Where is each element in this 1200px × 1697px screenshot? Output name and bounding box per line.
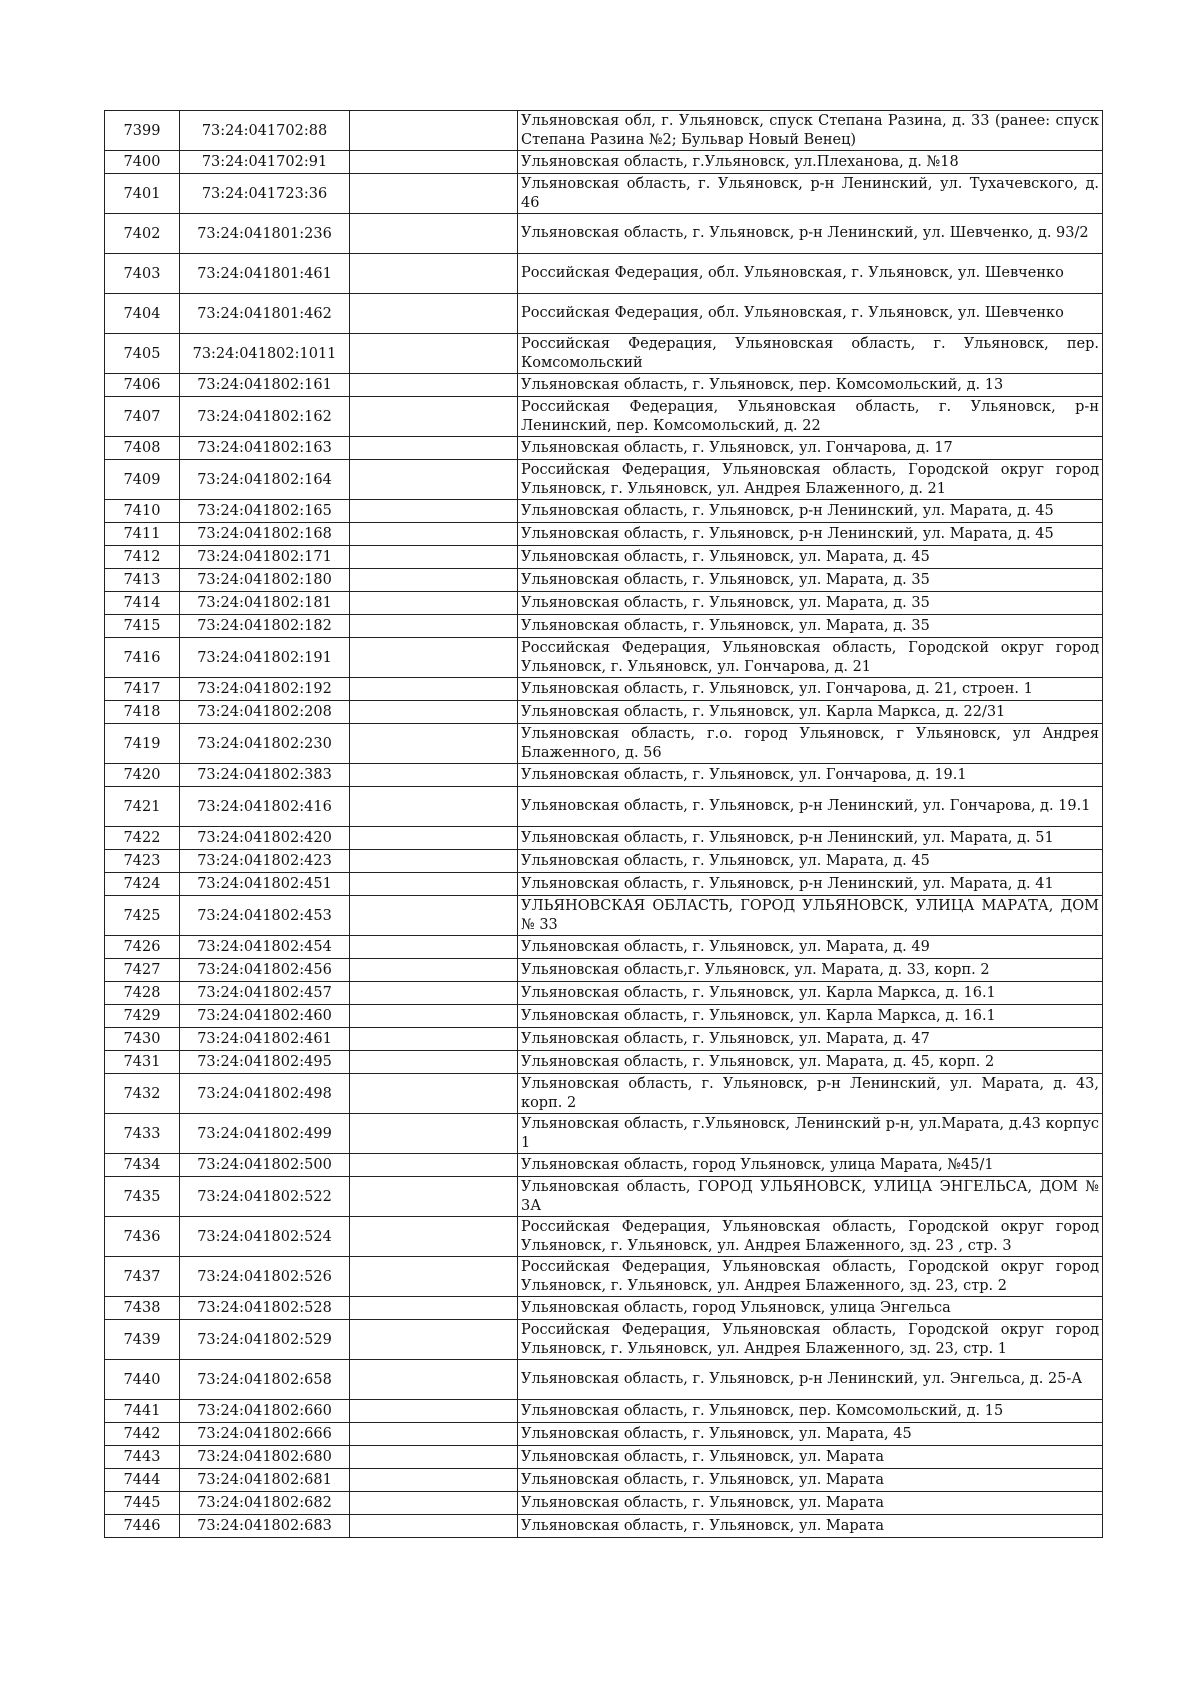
- table-row: [105, 982, 1103, 1005]
- empty-cell: [350, 151, 518, 174]
- address-cell: Ульяновская область, г. Ульяновск, р-н Ленинский, ул. Марата, д. 45: [518, 523, 1103, 546]
- address-cell: Ульяновская область, г. Ульяновск, ул. Марата, д. 35: [518, 569, 1103, 592]
- empty-cell: [350, 437, 518, 460]
- row-number-cell: 7422: [105, 827, 180, 850]
- table-row: [105, 1492, 1103, 1515]
- address-cell: Ульяновская область, г. Ульяновск, ул. Марата, д. 47: [518, 1028, 1103, 1051]
- empty-cell: [350, 334, 518, 374]
- empty-cell: [350, 174, 518, 214]
- row-number-cell: 7425: [105, 896, 180, 936]
- address-cell: Ульяновская область, г. Ульяновск, ул. Марата, д. 35: [518, 592, 1103, 615]
- address-cell: Ульяновская область, г. Ульяновск, р-н Ленинский, ул. Энгельса, д. 25-А: [518, 1360, 1103, 1400]
- empty-cell: [350, 615, 518, 638]
- row-number-cell: 7433: [105, 1114, 180, 1154]
- row-number-cell: 7404: [105, 294, 180, 334]
- address-cell: Ульяновская область, г.о. город Ульяновск, г Ульяновск, ул Андрея Блаженного, д. 56: [518, 724, 1103, 764]
- empty-cell: [350, 1400, 518, 1423]
- cadastral-number-cell: 73:24:041702:88: [180, 111, 350, 151]
- cadastral-number-cell: 73:24:041802:230: [180, 724, 350, 764]
- address-cell: Ульяновская область, г. Ульяновск, ул. Гончарова, д. 19.1: [518, 764, 1103, 787]
- row-number-cell: 7413: [105, 569, 180, 592]
- table-row: [105, 787, 1103, 827]
- row-number-cell: 7431: [105, 1051, 180, 1074]
- cadastral-number-cell: 73:24:041801:462: [180, 294, 350, 334]
- address-cell: Российская Федерация, Ульяновская область, г. Ульяновск, пер. Комсомольский: [518, 334, 1103, 374]
- empty-cell: [350, 1114, 518, 1154]
- table-row: [105, 1400, 1103, 1423]
- address-cell: Ульяновская область, г. Ульяновск, ул. Марата: [518, 1469, 1103, 1492]
- table-row: [105, 1320, 1103, 1360]
- row-number-cell: 7443: [105, 1446, 180, 1469]
- empty-cell: [350, 638, 518, 678]
- table-row: [105, 111, 1103, 151]
- row-number-cell: 7420: [105, 764, 180, 787]
- cadastral-number-cell: 73:24:041801:461: [180, 254, 350, 294]
- table-row: [105, 1469, 1103, 1492]
- cadastral-number-cell: 73:24:041802:681: [180, 1469, 350, 1492]
- address-cell: Ульяновская область,г. Ульяновск, ул. Марата, д. 33, корп. 2: [518, 959, 1103, 982]
- address-cell: Ульяновская область, г. Ульяновск, пер. Комсомольский, д. 13: [518, 374, 1103, 397]
- table-row: [105, 1028, 1103, 1051]
- row-number-cell: 7418: [105, 701, 180, 724]
- address-cell: Ульяновская область, г. Ульяновск, р-н Ленинский, ул. Гончарова, д. 19.1: [518, 787, 1103, 827]
- row-number-cell: 7444: [105, 1469, 180, 1492]
- cadastral-number-cell: 73:24:041802:165: [180, 500, 350, 523]
- cadastral-number-cell: 73:24:041723:36: [180, 174, 350, 214]
- table-row: [105, 615, 1103, 638]
- table-row: [105, 1446, 1103, 1469]
- address-cell: Российская Федерация, Ульяновская область, Городской округ город Ульяновск, г. Ульяновск, ул. Андрея Блаженного, д. 21: [518, 460, 1103, 500]
- cadastral-number-cell: 73:24:041802:682: [180, 1492, 350, 1515]
- row-number-cell: 7428: [105, 982, 180, 1005]
- address-cell: Ульяновская область, г. Ульяновск, ул. Карла Маркса, д. 16.1: [518, 1005, 1103, 1028]
- registry-table-body: [105, 111, 1103, 1538]
- cadastral-number-cell: 73:24:041802:500: [180, 1154, 350, 1177]
- empty-cell: [350, 500, 518, 523]
- address-cell: Ульяновская область, г.Ульяновск, Ленинский р-н, ул.Марата, д.43 корпус 1: [518, 1114, 1103, 1154]
- cadastral-number-cell: 73:24:041802:1011: [180, 334, 350, 374]
- address-cell: Ульяновская обл, г. Ульяновск, спуск Степана Разина, д. 33 (ранее: спуск Степана Разина №2; Бульвар Новый Венец): [518, 111, 1103, 151]
- address-cell: Ульяновская область, г. Ульяновск, р-н Ленинский, ул. Марата, д. 45: [518, 500, 1103, 523]
- row-number-cell: 7410: [105, 500, 180, 523]
- empty-cell: [350, 1217, 518, 1257]
- cadastral-number-cell: 73:24:041802:495: [180, 1051, 350, 1074]
- cadastral-number-cell: 73:24:041802:680: [180, 1446, 350, 1469]
- row-number-cell: 7429: [105, 1005, 180, 1028]
- address-cell: Ульяновская область, город Ульяновск, улица Марата, №45/1: [518, 1154, 1103, 1177]
- table-row: [105, 569, 1103, 592]
- table-row: [105, 500, 1103, 523]
- row-number-cell: 7421: [105, 787, 180, 827]
- empty-cell: [350, 787, 518, 827]
- row-number-cell: 7434: [105, 1154, 180, 1177]
- cadastral-number-cell: 73:24:041802:524: [180, 1217, 350, 1257]
- address-cell: Российская Федерация, обл. Ульяновская, г. Ульяновск, ул. Шевченко: [518, 254, 1103, 294]
- row-number-cell: 7407: [105, 397, 180, 437]
- row-number-cell: 7417: [105, 678, 180, 701]
- row-number-cell: 7405: [105, 334, 180, 374]
- empty-cell: [350, 873, 518, 896]
- address-cell: Российская Федерация, Ульяновская область, г. Ульяновск, р-н Ленинский, пер. Комсомольский, д. 22: [518, 397, 1103, 437]
- table-row: [105, 896, 1103, 936]
- cadastral-number-cell: 73:24:041702:91: [180, 151, 350, 174]
- address-cell: Ульяновская область, г. Ульяновск, ул. Марата: [518, 1515, 1103, 1538]
- row-number-cell: 7402: [105, 214, 180, 254]
- cadastral-number-cell: 73:24:041802:528: [180, 1297, 350, 1320]
- cadastral-number-cell: 73:24:041802:164: [180, 460, 350, 500]
- empty-cell: [350, 111, 518, 151]
- cadastral-number-cell: 73:24:041802:420: [180, 827, 350, 850]
- address-cell: Ульяновская область, г. Ульяновск, ул. Марата, д. 49: [518, 936, 1103, 959]
- cadastral-number-cell: 73:24:041802:423: [180, 850, 350, 873]
- cadastral-number-cell: 73:24:041801:236: [180, 214, 350, 254]
- address-cell: Российская Федерация, Ульяновская область, Городской округ город Ульяновск, г. Ульяновск, ул. Андрея Блаженного, зд. 23 , стр. 3: [518, 1217, 1103, 1257]
- address-cell: Ульяновская область, г. Ульяновск, ул. Марата, д. 45: [518, 850, 1103, 873]
- table-row: [105, 678, 1103, 701]
- row-number-cell: 7442: [105, 1423, 180, 1446]
- address-cell: Ульяновская область, г. Ульяновск, ул. Марата, д. 45, корп. 2: [518, 1051, 1103, 1074]
- empty-cell: [350, 896, 518, 936]
- row-number-cell: 7438: [105, 1297, 180, 1320]
- empty-cell: [350, 1469, 518, 1492]
- row-number-cell: 7430: [105, 1028, 180, 1051]
- empty-cell: [350, 724, 518, 764]
- row-number-cell: 7423: [105, 850, 180, 873]
- empty-cell: [350, 460, 518, 500]
- address-cell: Ульяновская область, г. Ульяновск, р-н Ленинский, ул. Марата, д. 43, корп. 2: [518, 1074, 1103, 1114]
- cadastral-number-cell: 73:24:041802:182: [180, 615, 350, 638]
- empty-cell: [350, 1257, 518, 1297]
- empty-cell: [350, 764, 518, 787]
- address-cell: Ульяновская область, ГОРОД УЛЬЯНОВСК, УЛИЦА ЭНГЕЛЬСА, ДОМ № 3А: [518, 1177, 1103, 1217]
- table-row: [105, 374, 1103, 397]
- cadastral-number-cell: 73:24:041802:522: [180, 1177, 350, 1217]
- empty-cell: [350, 214, 518, 254]
- row-number-cell: 7403: [105, 254, 180, 294]
- cadastral-number-cell: 73:24:041802:460: [180, 1005, 350, 1028]
- address-cell: Российская Федерация, Ульяновская область, Городской округ город Ульяновск, г. Ульяновск, ул. Андрея Блаженного, зд. 23, стр. 1: [518, 1320, 1103, 1360]
- row-number-cell: 7441: [105, 1400, 180, 1423]
- address-cell: Ульяновская область, г.Ульяновск, ул.Плеханова, д. №18: [518, 151, 1103, 174]
- cadastral-number-cell: 73:24:041802:526: [180, 1257, 350, 1297]
- row-number-cell: 7408: [105, 437, 180, 460]
- row-number-cell: 7400: [105, 151, 180, 174]
- cadastral-number-cell: 73:24:041802:456: [180, 959, 350, 982]
- address-cell: Ульяновская область, г. Ульяновск, ул. Гончарова, д. 17: [518, 437, 1103, 460]
- table-row: [105, 724, 1103, 764]
- cadastral-number-cell: 73:24:041802:168: [180, 523, 350, 546]
- cadastral-number-cell: 73:24:041802:161: [180, 374, 350, 397]
- table-row: [105, 873, 1103, 896]
- row-number-cell: 7414: [105, 592, 180, 615]
- address-cell: УЛЬЯНОВСКАЯ ОБЛАСТЬ, ГОРОД УЛЬЯНОВСК, УЛИЦА МАРАТА, ДОМ № 33: [518, 896, 1103, 936]
- table-row: [105, 1360, 1103, 1400]
- table-row: [105, 294, 1103, 334]
- row-number-cell: 7426: [105, 936, 180, 959]
- cadastral-number-cell: 73:24:041802:453: [180, 896, 350, 936]
- cadastral-number-cell: 73:24:041802:163: [180, 437, 350, 460]
- table-row: [105, 1114, 1103, 1154]
- row-number-cell: 7432: [105, 1074, 180, 1114]
- table-row: [105, 397, 1103, 437]
- empty-cell: [350, 1446, 518, 1469]
- table-row: [105, 592, 1103, 615]
- address-cell: Российская Федерация, Ульяновская область, Городской округ город Ульяновск, г. Ульяновск, ул. Андрея Блаженного, зд. 23, стр. 2: [518, 1257, 1103, 1297]
- address-cell: Ульяновская область, г. Ульяновск, ул. Марата, 45: [518, 1423, 1103, 1446]
- table-row: [105, 1005, 1103, 1028]
- table-row: [105, 1177, 1103, 1217]
- row-number-cell: 7440: [105, 1360, 180, 1400]
- empty-cell: [350, 1423, 518, 1446]
- table-row: [105, 1257, 1103, 1297]
- table-row: [105, 1515, 1103, 1538]
- table-row: [105, 1074, 1103, 1114]
- row-number-cell: 7406: [105, 374, 180, 397]
- table-row: [105, 151, 1103, 174]
- empty-cell: [350, 523, 518, 546]
- address-cell: Ульяновская область, г. Ульяновск, ул. Гончарова, д. 21, строен. 1: [518, 678, 1103, 701]
- cadastral-number-cell: 73:24:041802:683: [180, 1515, 350, 1538]
- table-row: [105, 1423, 1103, 1446]
- row-number-cell: 7412: [105, 546, 180, 569]
- table-row: [105, 546, 1103, 569]
- cadastral-number-cell: 73:24:041802:454: [180, 936, 350, 959]
- table-row: [105, 638, 1103, 678]
- table-row: [105, 174, 1103, 214]
- row-number-cell: 7415: [105, 615, 180, 638]
- address-cell: Ульяновская область, г. Ульяновск, р-н Ленинский, ул. Марата, д. 51: [518, 827, 1103, 850]
- empty-cell: [350, 397, 518, 437]
- cadastral-number-cell: 73:24:041802:416: [180, 787, 350, 827]
- table-row: [105, 936, 1103, 959]
- table-row: [105, 460, 1103, 500]
- row-number-cell: 7409: [105, 460, 180, 500]
- empty-cell: [350, 1154, 518, 1177]
- cadastral-number-cell: 73:24:041802:208: [180, 701, 350, 724]
- table-row: [105, 1051, 1103, 1074]
- table-row: [105, 254, 1103, 294]
- address-cell: Ульяновская область, г. Ульяновск, пер. Комсомольский, д. 15: [518, 1400, 1103, 1423]
- cadastral-number-cell: 73:24:041802:529: [180, 1320, 350, 1360]
- cadastral-number-cell: 73:24:041802:180: [180, 569, 350, 592]
- empty-cell: [350, 254, 518, 294]
- row-number-cell: 7446: [105, 1515, 180, 1538]
- cadastral-number-cell: 73:24:041802:171: [180, 546, 350, 569]
- row-number-cell: 7436: [105, 1217, 180, 1257]
- row-number-cell: 7435: [105, 1177, 180, 1217]
- empty-cell: [350, 1177, 518, 1217]
- table-row: [105, 523, 1103, 546]
- address-cell: Ульяновская область, г. Ульяновск, р-н Ленинский, ул. Тухачевского, д. 46: [518, 174, 1103, 214]
- empty-cell: [350, 701, 518, 724]
- empty-cell: [350, 1492, 518, 1515]
- empty-cell: [350, 959, 518, 982]
- cadastral-number-cell: 73:24:041802:383: [180, 764, 350, 787]
- cadastral-number-cell: 73:24:041802:499: [180, 1114, 350, 1154]
- empty-cell: [350, 294, 518, 334]
- cadastral-number-cell: 73:24:041802:451: [180, 873, 350, 896]
- address-cell: Ульяновская область, город Ульяновск, улица Энгельса: [518, 1297, 1103, 1320]
- cadastral-number-cell: 73:24:041802:192: [180, 678, 350, 701]
- row-number-cell: 7437: [105, 1257, 180, 1297]
- address-cell: Российская Федерация, Ульяновская область, Городской округ город Ульяновск, г. Ульяновск, ул. Гончарова, д. 21: [518, 638, 1103, 678]
- empty-cell: [350, 1074, 518, 1114]
- empty-cell: [350, 678, 518, 701]
- cadastral-number-cell: 73:24:041802:457: [180, 982, 350, 1005]
- row-number-cell: 7427: [105, 959, 180, 982]
- registry-table: [104, 110, 1103, 1538]
- empty-cell: [350, 936, 518, 959]
- cadastral-number-cell: 73:24:041802:498: [180, 1074, 350, 1114]
- cadastral-number-cell: 73:24:041802:658: [180, 1360, 350, 1400]
- address-cell: Ульяновская область, г. Ульяновск, ул. Марата: [518, 1446, 1103, 1469]
- table-row: [105, 334, 1103, 374]
- empty-cell: [350, 1360, 518, 1400]
- empty-cell: [350, 1028, 518, 1051]
- cadastral-number-cell: 73:24:041802:191: [180, 638, 350, 678]
- address-cell: Ульяновская область, г. Ульяновск, ул. Карла Маркса, д. 16.1: [518, 982, 1103, 1005]
- empty-cell: [350, 982, 518, 1005]
- empty-cell: [350, 1515, 518, 1538]
- address-cell: Ульяновская область, г. Ульяновск, ул. Карла Маркса, д. 22/31: [518, 701, 1103, 724]
- cadastral-number-cell: 73:24:041802:666: [180, 1423, 350, 1446]
- row-number-cell: 7401: [105, 174, 180, 214]
- address-cell: Ульяновская область, г. Ульяновск, ул. Марата, д. 45: [518, 546, 1103, 569]
- address-cell: Ульяновская область, г. Ульяновск, р-н Ленинский, ул. Марата, д. 41: [518, 873, 1103, 896]
- row-number-cell: 7416: [105, 638, 180, 678]
- empty-cell: [350, 374, 518, 397]
- row-number-cell: 7439: [105, 1320, 180, 1360]
- table-row: [105, 1297, 1103, 1320]
- empty-cell: [350, 569, 518, 592]
- address-cell: Российская Федерация, обл. Ульяновская, г. Ульяновск, ул. Шевченко: [518, 294, 1103, 334]
- table-row: [105, 214, 1103, 254]
- address-cell: Ульяновская область, г. Ульяновск, ул. Марата: [518, 1492, 1103, 1515]
- table-row: [105, 827, 1103, 850]
- row-number-cell: 7399: [105, 111, 180, 151]
- empty-cell: [350, 850, 518, 873]
- cadastral-number-cell: 73:24:041802:461: [180, 1028, 350, 1051]
- table-row: [105, 959, 1103, 982]
- table-row: [105, 1154, 1103, 1177]
- empty-cell: [350, 1320, 518, 1360]
- empty-cell: [350, 546, 518, 569]
- address-cell: Ульяновская область, г. Ульяновск, р-н Ленинский, ул. Шевченко, д. 93/2: [518, 214, 1103, 254]
- cadastral-number-cell: 73:24:041802:660: [180, 1400, 350, 1423]
- empty-cell: [350, 592, 518, 615]
- table-row: [105, 764, 1103, 787]
- row-number-cell: 7411: [105, 523, 180, 546]
- row-number-cell: 7445: [105, 1492, 180, 1515]
- cadastral-number-cell: 73:24:041802:181: [180, 592, 350, 615]
- table-row: [105, 1217, 1103, 1257]
- empty-cell: [350, 827, 518, 850]
- empty-cell: [350, 1051, 518, 1074]
- cadastral-number-cell: 73:24:041802:162: [180, 397, 350, 437]
- empty-cell: [350, 1005, 518, 1028]
- table-row: [105, 437, 1103, 460]
- address-cell: Ульяновская область, г. Ульяновск, ул. Марата, д. 35: [518, 615, 1103, 638]
- empty-cell: [350, 1297, 518, 1320]
- row-number-cell: 7424: [105, 873, 180, 896]
- table-row: [105, 850, 1103, 873]
- row-number-cell: 7419: [105, 724, 180, 764]
- table-row: [105, 701, 1103, 724]
